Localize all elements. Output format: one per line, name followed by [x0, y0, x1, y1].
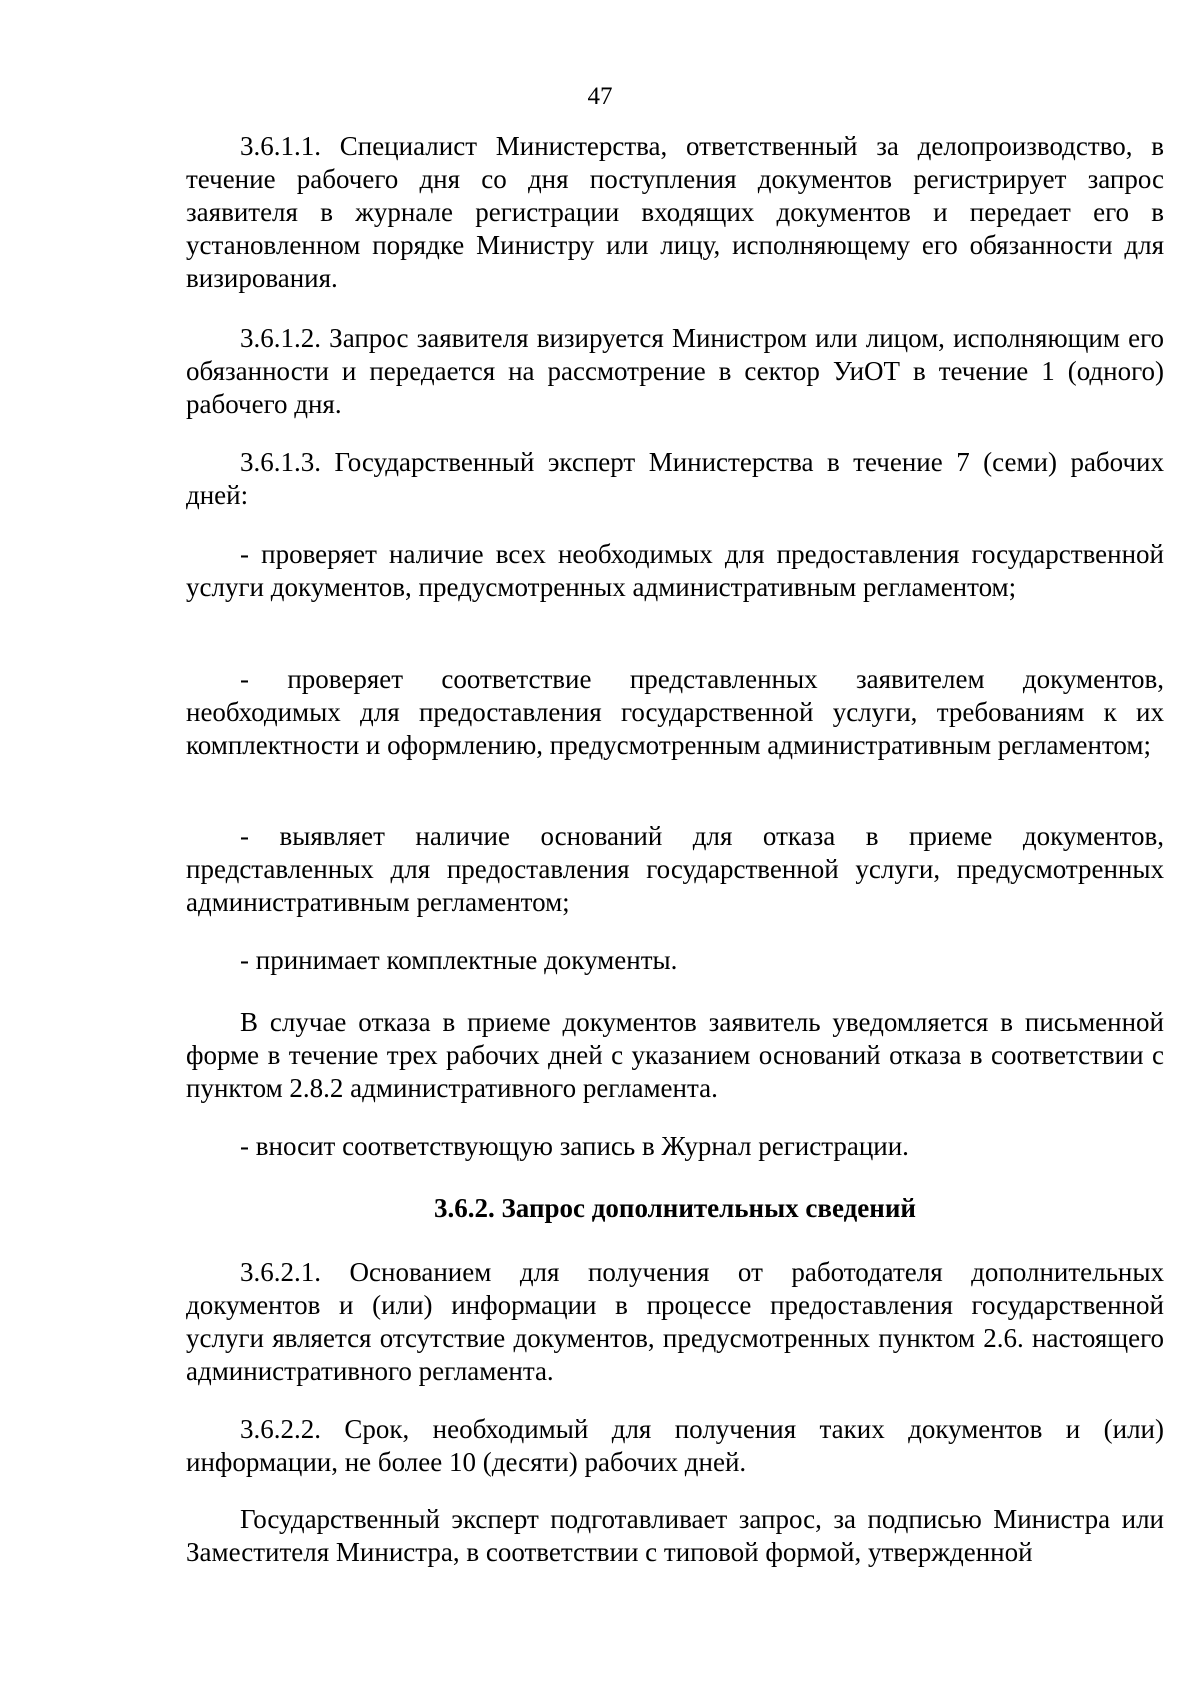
- paragraph-3-6-2-1: 3.6.2.1. Основанием для получения от работодателя дополнительных документов и (или) информации в процессе предоставления государственной услуги является отсутствие документов, предусмотренных пунктом 2.6. настоящего административного регламента.: [186, 1257, 1164, 1386]
- list-item-journal-entry: - вносит соответствующую запись в Журнал регистрации.: [240, 1131, 909, 1161]
- list-item-accept-documents: - принимает комплектные документы.: [240, 945, 678, 975]
- paragraph-refusal-notice: В случае отказа в приеме документов заявитель уведомляется в письменной форме в течение трех рабочих дней с указанием оснований отказа в соответствии с пунктом 2.8.2 административного регламента.: [186, 1007, 1164, 1103]
- paragraph-3-6-1-3: 3.6.1.3. Государственный эксперт Министерства в течение 7 (семи) рабочих дней:: [186, 447, 1164, 510]
- paragraph-3-6-1-1: 3.6.1.1. Специалист Министерства, ответственный за делопроизводство, в течение рабочего дня со дня поступления документов регистрирует запрос заявителя в журнале регистрации входящих документов и передает его в установленном порядке Министру или лицу, исполняющему его обязанности для визирования.: [186, 131, 1164, 293]
- list-item-identify-grounds: - выявляет наличие оснований для отказа в приеме документов, представленных для предоставления государственной услуги, предусмотренных административным регламентом;: [186, 821, 1164, 917]
- paragraph-3-6-1-2: 3.6.1.2. Запрос заявителя визируется Министром или лицом, исполняющим его обязанности и передается на рассмотрение в сектор УиОТ в течение 1 (одного) рабочего дня.: [186, 323, 1164, 419]
- list-item-check-presence: - проверяет наличие всех необходимых для предоставления государственной услуги документов, предусмотренных административным регламентом;: [186, 539, 1164, 602]
- page-number: 47: [587, 83, 613, 110]
- paragraph-request-preparation: Государственный эксперт подготавливает запрос, за подписью Министра или Заместителя Министра, в соответствии с типовой формой, утвержденной: [186, 1504, 1164, 1567]
- paragraph-3-6-2-2: 3.6.2.2. Срок, необходимый для получения таких документов и (или) информации, не более 10 (десяти) рабочих дней.: [186, 1414, 1164, 1477]
- section-heading: 3.6.2. Запрос дополнительных сведений: [434, 1193, 916, 1223]
- list-item-check-compliance: - проверяет соответствие представленных заявителем документов, необходимых для предоставления государственной услуги, требованиям к их комплектности и оформлению, предусмотренным административным регламентом;: [186, 664, 1164, 760]
